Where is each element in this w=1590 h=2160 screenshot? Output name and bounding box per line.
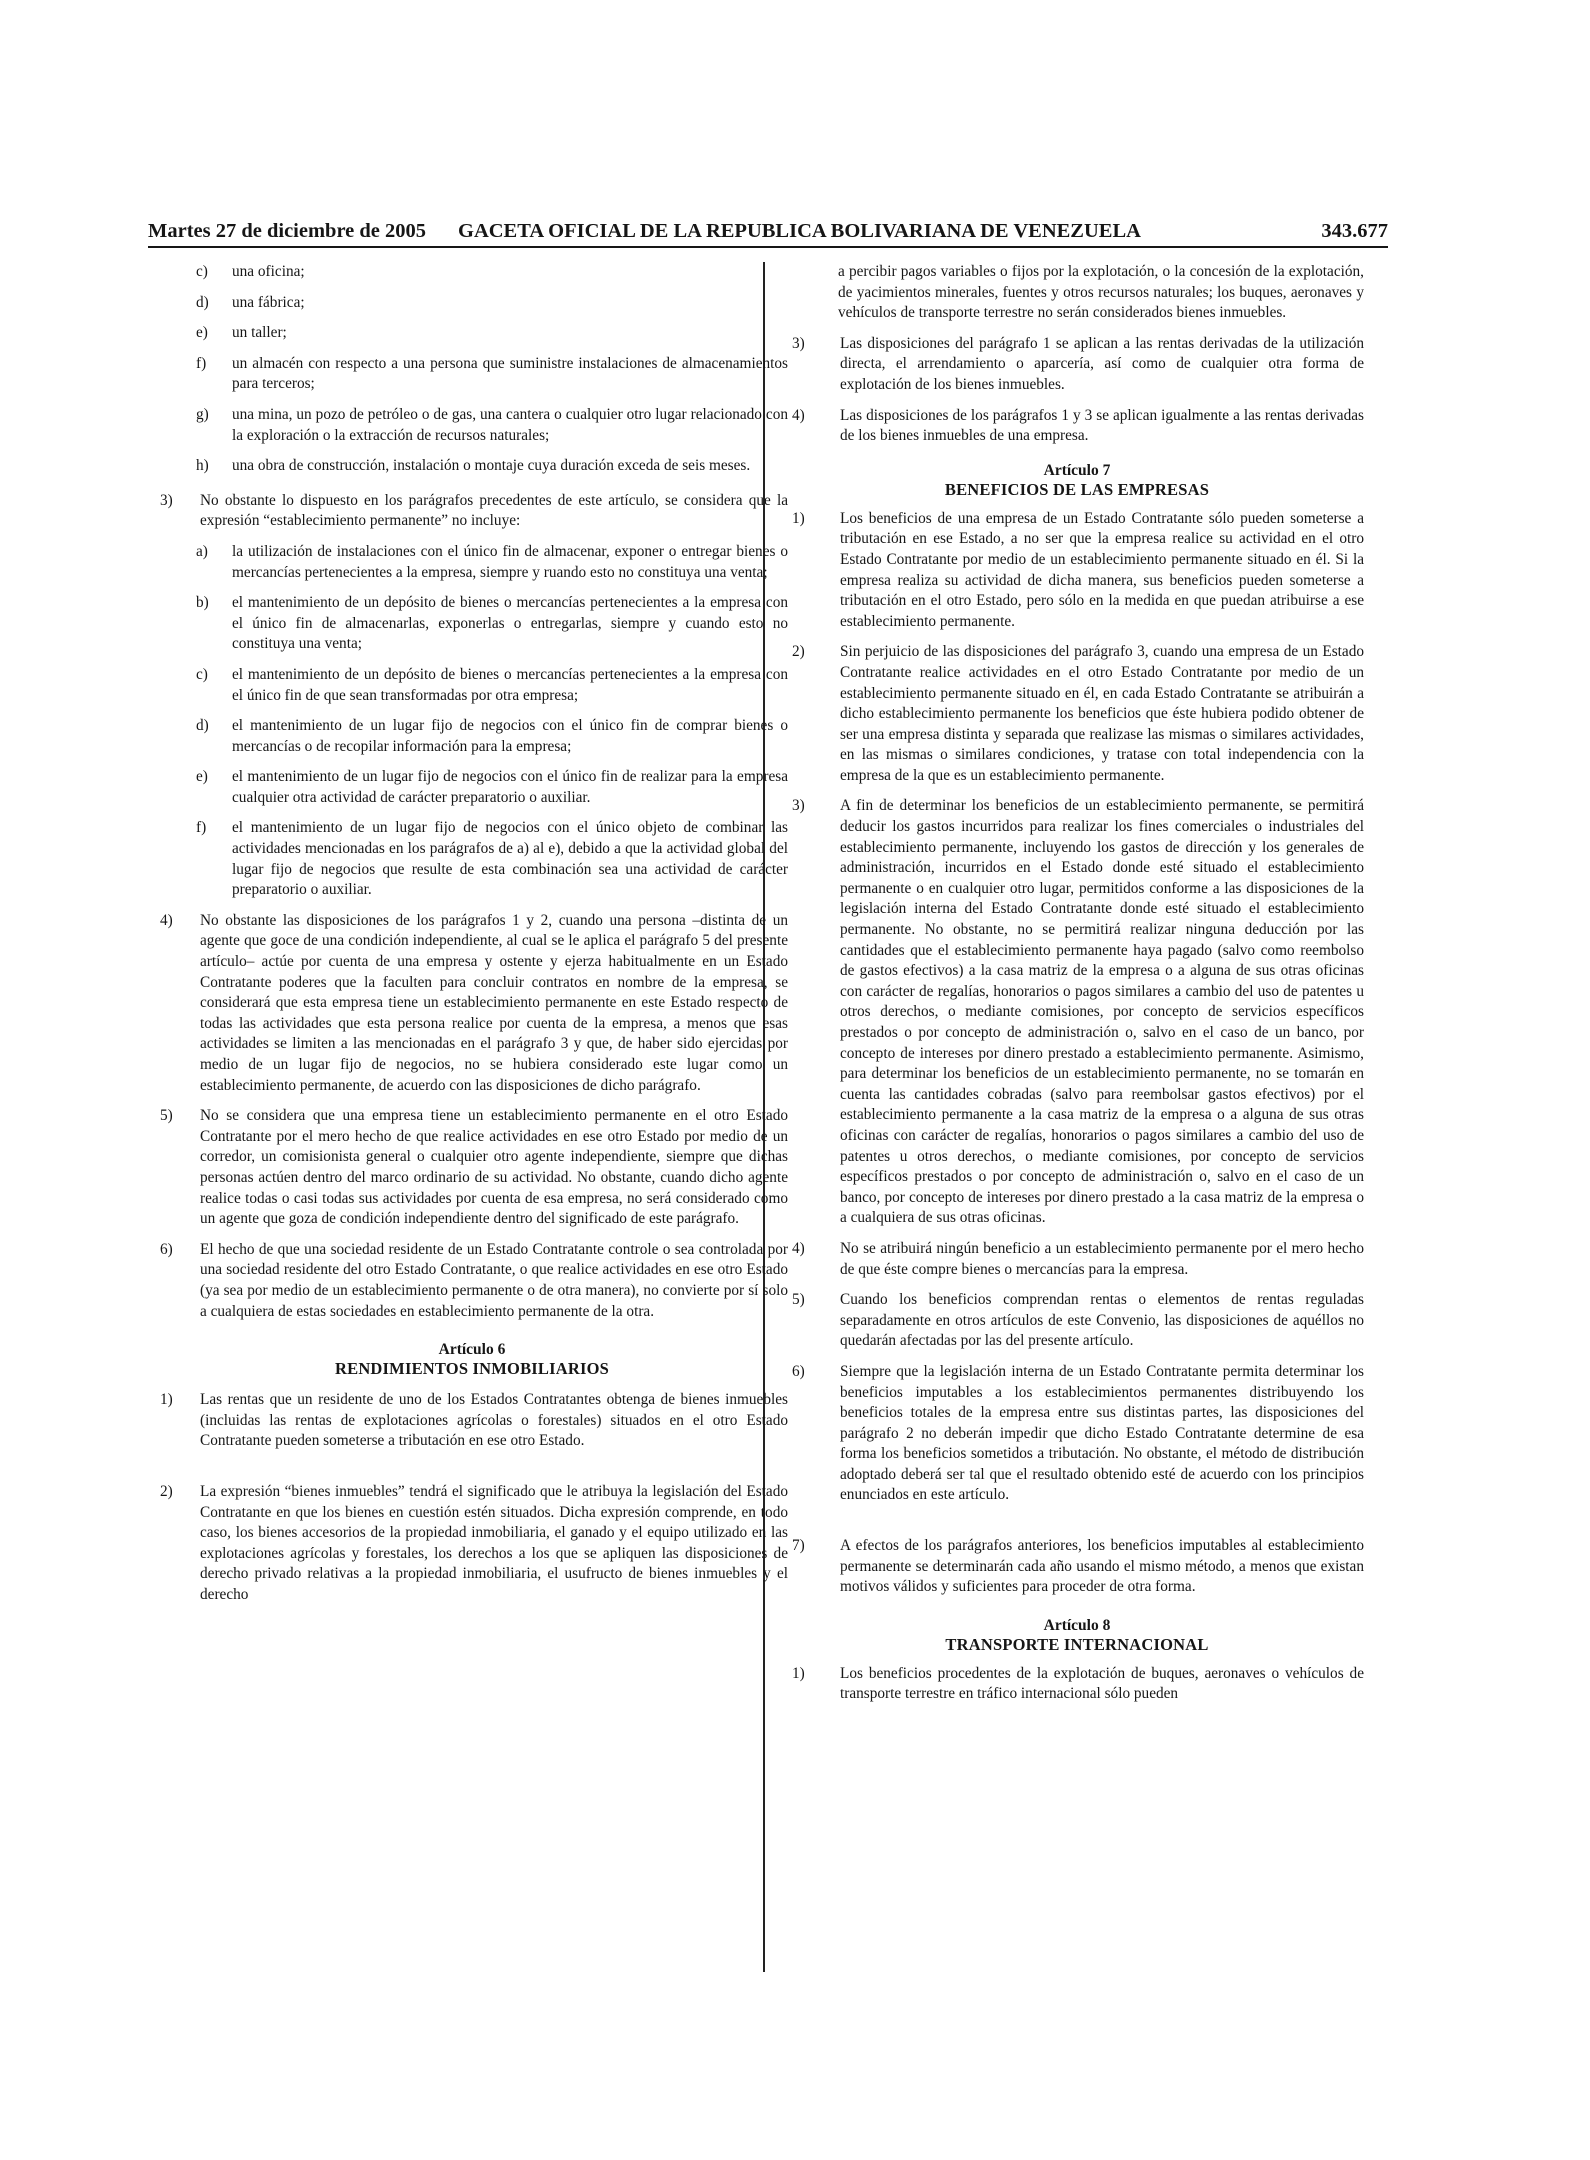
header-title: GACETA OFICIAL DE LA REPUBLICA BOLIVARIANA DE VENEZUELA [458,220,1141,242]
article-title: BENEFICIOS DE LAS EMPRESAS [944,479,1210,499]
list-item [156,323,788,344]
list-item [156,293,788,314]
item-text: un taller; [232,324,287,342]
article-number: Artículo 6 [438,1341,506,1359]
item-label: e) [196,324,208,342]
paragraph-label: 2) [792,643,805,661]
article-number: Artículo 7 [1043,461,1111,479]
item-text: la utilización de instalaciones con el único fin de almacenar, exponer o entregar bienes o mercancías pertenecientes a la empresa, siempre y ruando esto no constituya una venta; [232,542,788,581]
paragraph-text: La expresión “bienes inmuebles” tendrá el significado que le atribuya la legislación del Estado Contratante en que los bienes en cuestión estén situados. Dicha expresión comprende, en todo caso, los bienes accesorios de la propiedad inmobiliaria, el ganado y el equipo utilizado en las explotaciones agrícolas y forestales, los derechos a los que se apliquen las disposiciones de derecho privado relativas a la propiedad inmobiliaria, el usufructo de bienes inmuebles y el derecho [200,1482,788,1603]
article-6-heading [156,1340,788,1378]
item-text: el mantenimiento de un lugar fijo de negocios con el único fin de realizar para la empresa cualquier otra actividad de carácter preparatorio o auxiliar. [232,768,788,806]
item-text: el mantenimiento de un depósito de bienes o mercancías pertenecientes a la empresa con el único fin de almacenarlas, exponerlas o entregarlas, siempre y cuando esto no constituya una venta; [232,594,788,653]
item-label: c) [196,263,208,280]
paragraph [790,509,1364,633]
article-8-heading [790,1616,1364,1654]
item-text: un almacén con respecto a una persona que suministre instalaciones de almacenamientos para terceros; [232,354,788,393]
list-item [156,405,788,446]
list-item [156,456,788,477]
item-label: d) [196,717,209,735]
paragraph-label: 1) [792,1664,805,1682]
paragraph-label: 3) [792,334,805,352]
paragraph [156,491,788,532]
article-7-heading [790,461,1364,499]
paragraph-continuation: a percibir pagos variables o fijos por la explotación, o la concesión de la explotación, de yacimientos minerales, fuentes y otros recursos naturales; los buques, aeronaves y vehículos de transporte terrestre no serán considerados bienes inmuebles. [838,263,1364,322]
paragraph [790,1664,1364,1705]
item-label: h) [196,457,209,475]
paragraph [790,1362,1364,1506]
item-text: una oficina; [232,263,305,280]
item-label: a) [196,542,208,560]
paragraph-text: No se considera que una empresa tiene un establecimiento permanente en el otro Estado Contratante por el mero hecho de que realice actividades en ese otro Estado por medio de un corredor, un comisionista general o cualquier otro agente independiente, siempre que dichas personas actúen dentro del marco ordinario de su actividad. No obstante, cuando dicho agente realice todas o casi todas sus actividades por cuenta de esa empresa, no será considerado como un agente que goza de condición independiente dentro del significado de este parágrafo. [200,1107,788,1228]
header-date: Martes 27 de diciembre de 2005 [148,220,427,242]
paragraph-text: A efectos de los parágrafos anteriores, los beneficios imputables al establecimiento permanente se determinarán cada año usando el mismo método, a menos que existan motivos válidos y suficientes para proceder de otra forma. [840,1537,1364,1596]
list-item [156,767,788,808]
paragraph-text: Las disposiciones del parágrafo 1 se aplican a las rentas derivadas de la utilización directa, el arrendamiento o aparcería, así como de cualquier otra forma de explotación de los bienes inmuebles. [840,334,1364,393]
page-header [148,218,1388,248]
paragraph-text: A fin de determinar los beneficios de un establecimiento permanente, se permitirá deducir los gastos incurridos para realizar los fines comerciales o industriales del establecimiento permanente, incluyendo los gastos de dirección y los generales de administración, incurridos en el Estado donde esté situado el establecimiento permanente o en cualquier otro lugar, permitidos conforme a las disposiciones de la legislación interna del Estado Contratante donde esté situado el establecimiento permanente. No obstante, no se permitirá realizar ninguna deducción por las cantidades que el establecimiento permanente haya pagado (salvo como reembolso de gastos efectivos) a la casa matriz de la empresa o a alguna de sus otras oficinas con carácter de regalías, honorarios o pagos similares a cambio del uso de patentes u otros derechos, o mediante comisiones, por concepto de servicios específicos prestados o por concepto de administración o, salvo en el caso de un banco, por concepto de intereses por dinero prestado a establecimiento permanente. Asimismo, para determinar los beneficios de un establecimiento permanente, no se tomarán en cuenta las cantidades cobradas (salvo para reembolsar gastos efectivos) por el establecimiento permanente a la casa matriz de la empresa o a alguna de sus otras oficinas con carácter de regalías, honorarios o pagos similares a cambio del uso de patentes u otros derechos, o mediante comisiones, por concepto de servicios específicos prestados o por concepto de administración o, salvo en el caso de un banco, por concepto de intereses por dinero prestado a la casa matriz de la empresa o a cualquiera de sus otras oficinas. [840,797,1364,1227]
paragraph [790,406,1364,447]
paragraph-label: 1) [160,1391,173,1409]
paragraph-text: Las rentas que un residente de uno de los Estados Contratantes obtenga de bienes inmuebles (incluidas las rentas de explotaciones agrícolas o forestales) situados en el otro Estado Contratante pueden someterse a tributación en ese otro Estado. [200,1391,788,1450]
paragraph [156,911,788,1096]
paragraph-text: Sin perjuicio de las disposiciones del parágrafo 3, cuando una empresa de un Estado Contratante realice actividades en el otro Estado Contratante por medio de un establecimiento permanente situado en él, en cada Estado Contratante se atribuirán a dicho establecimiento permanente los beneficios que éste hubiera podido obtener de ser una empresa distinta y separada que realizase las mismas o similares actividades, en las mismas o similares condiciones, y tratase con total independencia con la empresa de la que es un establecimiento permanente. [840,643,1364,784]
item-label: f) [196,354,207,372]
item-text: una mina, un pozo de petróleo o de gas, una cantera o cualquier otro lugar relacionado con la exploración o la extracción de recursos naturales; [232,405,788,444]
right-column [790,262,1364,1705]
paragraph [156,1240,788,1322]
item-text: el mantenimiento de un depósito de bienes o mercancías pertenecientes a la empresa con el único fin de que sean transformadas por otra empresa; [232,665,788,704]
item-label: g) [196,405,209,423]
article-title: RENDIMIENTOS INMOBILIARIOS [335,1359,609,1379]
paragraph-text: El hecho de que una sociedad residente de un Estado Contratante controle o sea controlada por una sociedad residente del otro Estado Contratante, o que realice actividades en ese otro Estado (ya sea por medio de un establecimiento permanente o de otra manera), no convierte por sí solo a cualquiera de estas sociedades en establecimiento permanente de la otra. [200,1240,788,1320]
paragraph-label: 6) [792,1362,805,1380]
item-text: el mantenimiento de un lugar fijo de negocios con el único objeto de combinar las actividades mencionadas en los parágrafos de a) al e), debido a que la actividad global del lugar fijo de negocios que resulte de esta combinación sea una actividad de carácter preparatorio o auxiliar. [232,819,788,899]
paragraph-label: 2) [160,1482,173,1500]
paragraph [790,1536,1364,1598]
item-label: f) [196,819,207,837]
paragraph-label: 4) [160,911,173,929]
paragraph [790,1290,1364,1352]
item-label: e) [196,768,208,786]
list-item [156,262,788,283]
paragraph [790,796,1364,1228]
paragraph-text: No obstante las disposiciones de los parágrafos 1 y 2, cuando una persona –distinta de un agente que goce de una condición independiente, al cual se le aplica el parágrafo 5 del presente artículo– actúe por cuenta de una empresa y ostente y ejerza habitualmente en un Estado Contratante poderes que la faculten para concluir contratos en nombre de la empresa, se considerará que esta empresa tiene un establecimiento permanente en este Estado respecto de todas las actividades que esta persona realice por cuenta de la empresa, a menos que esas actividades se limiten a las mencionadas en el parágrafo 3 y que, de haber sido ejercidas por medio de un lugar fijo de negocios, no se hubiera considerado este lugar como un establecimiento permanente, de acuerdo con las disposiciones de dicho parágrafo. [200,911,788,1094]
item-text: una obra de construcción, instalación o montaje cuya duración exceda de seis meses. [232,457,751,475]
paragraph-text: Los beneficios procedentes de la explotación de buques, aeronaves o vehículos de transporte terrestre en tráfico internacional sólo pueden [840,1664,1364,1703]
paragraph-text: Cuando los beneficios comprendan rentas o elementos de rentas reguladas separadamente en otros artículos de este Convenio, las disposiciones de aquéllos no quedarán afectadas por las del presente artículo. [840,1291,1364,1350]
paragraph-label: 3) [792,797,805,815]
paragraph-text: Los beneficios de una empresa de un Estado Contratante sólo pueden someterse a tributación en ese Estado, a no ser que la empresa realice su actividad en el otro Estado Contratante por medio de un establecimiento permanente situado en él. Si la empresa realiza su actividad de dicha manera, sus beneficios pueden someterse a tributación en el otro Estado, pero sólo en la medida en que puedan atribuirse a ese establecimiento permanente. [840,509,1364,630]
paragraph [156,1106,788,1230]
paragraph [790,334,1364,396]
left-column [156,262,788,1605]
list-item [156,354,788,395]
paragraph-label: 5) [792,1291,805,1309]
paragraph-label: 4) [792,1239,805,1257]
paragraph [156,1482,788,1606]
paragraph [156,1390,788,1452]
item-label: d) [196,293,209,311]
list-item [156,542,788,583]
item-text: el mantenimiento de un lugar fijo de negocios con el único fin de comprar bienes o mercancías o de recopilar información para la empresa; [232,717,788,755]
paragraph-label: 5) [160,1107,173,1125]
paragraph-label: 7) [792,1537,805,1555]
paragraph-text: No obstante lo dispuesto en los parágrafos precedentes de este artículo, se considera que la expresión “establecimiento permanente” no incluye: [200,491,788,530]
paragraph [790,642,1364,786]
list-item [156,593,788,655]
list-item [156,665,788,706]
paragraph-label: 6) [160,1240,173,1258]
article-title: TRANSPORTE INTERNACIONAL [945,1634,1209,1654]
paragraph-text: Las disposiciones de los parágrafos 1 y 3 se aplican igualmente a las rentas derivadas de los bienes inmuebles de una empresa. [840,406,1364,445]
header-page-number: 343.677 [1321,220,1388,242]
list-item [156,716,788,757]
list-item [156,818,788,900]
item-text: una fábrica; [232,293,305,311]
paragraph-label: 4) [792,406,805,424]
article-number: Artículo 8 [1043,1616,1111,1634]
item-label: b) [196,594,209,612]
paragraph [790,1239,1364,1280]
paragraph-label: 1) [792,509,805,527]
paragraph-text: No se atribuirá ningún beneficio a un establecimiento permanente por el mero hecho de que éste compre bienes o mercancías para la empresa. [840,1239,1364,1278]
item-label: c) [196,665,208,683]
paragraph-label: 3) [160,491,173,509]
paragraph-text: Siempre que la legislación interna de un Estado Contratante permita determinar los beneficios imputables a los establecimientos permanentes distribuyendo los beneficios totales de la empresa entre sus distintas partes, las disposiciones del parágrafo 2 no deberán impedir que dicho Estado Contratante determine de esa forma los beneficios sometidos a tributación. No obstante, el método de distribución adoptado deberá ser tal que el resultado obtenido esté de acuerdo con los principios enunciados en este artículo. [840,1362,1364,1504]
